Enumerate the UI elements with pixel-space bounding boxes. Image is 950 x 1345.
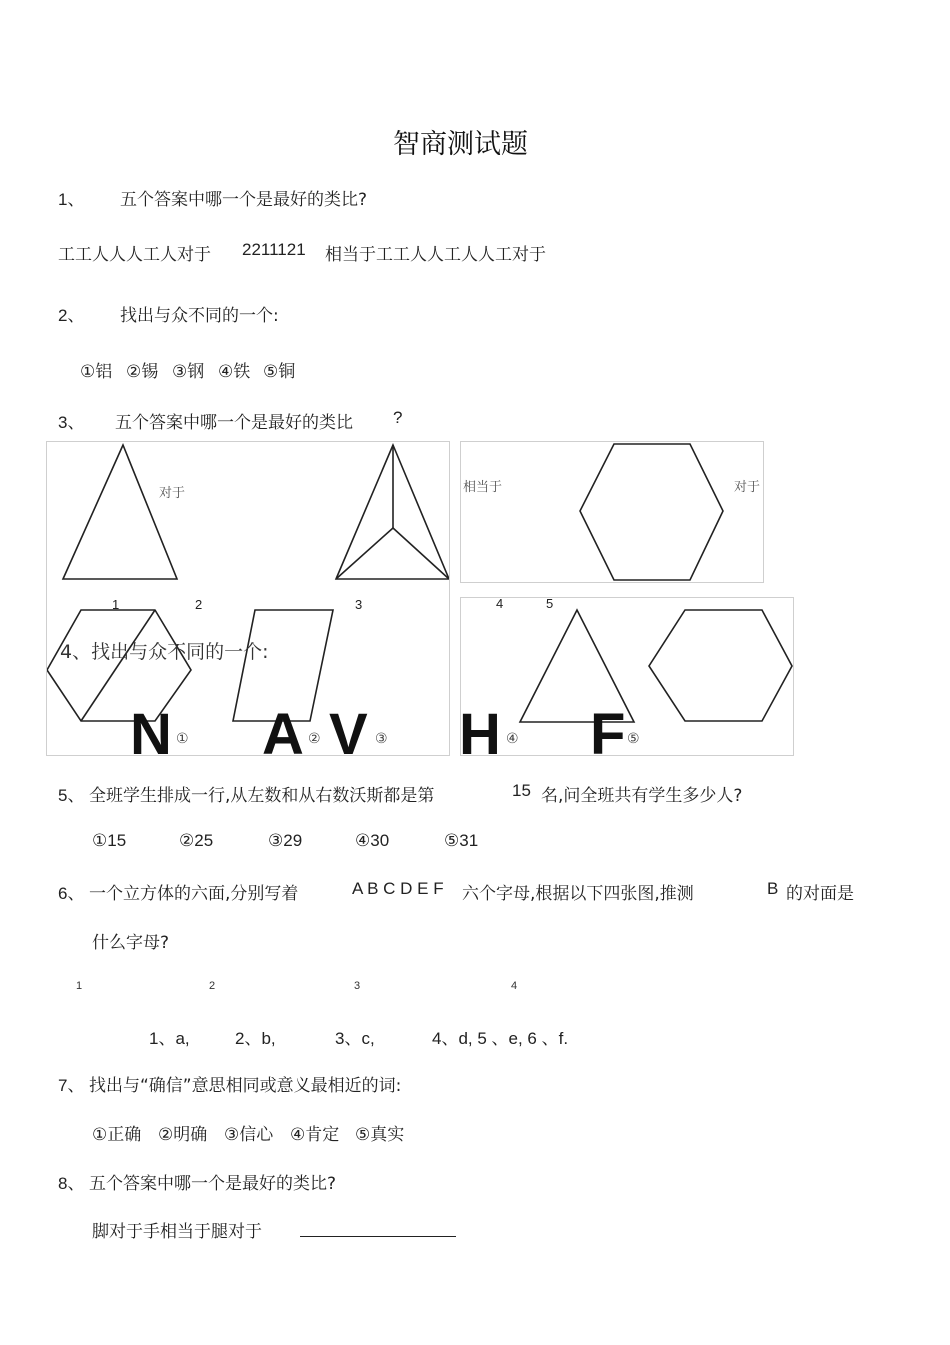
q4-mark-2: ② — [308, 731, 321, 747]
q7-option-1: ①正确 — [92, 1125, 142, 1145]
figure-hexagon — [460, 441, 764, 583]
q6-answer-2: 2、b, — [235, 1029, 276, 1048]
q5-number: 5、 — [58, 786, 85, 805]
q4-mark-1: ① — [176, 731, 189, 747]
q6-figure-num-4: 4 — [511, 980, 518, 992]
q7-text: 找出与“确信”意思相同或意义最相近的词: — [89, 1076, 402, 1096]
fig1-label-duiyu: 对于 — [159, 486, 186, 501]
q5-text-a: 全班学生排成一行,从左数和从右数沃斯都是第 — [89, 786, 435, 806]
q5-option-1: ①15 — [92, 831, 127, 850]
q2-option-4: ④铁 — [218, 362, 251, 382]
q7-option-4: ④肯定 — [290, 1125, 340, 1145]
q3-text: 五个答案中哪一个是最好的类比 — [115, 413, 353, 433]
fig-num-5: 5 — [546, 596, 554, 611]
fig2-label-xiangdangyu: 相当于 — [463, 480, 503, 495]
fig-num-1: 1 — [112, 597, 120, 612]
q2-option-2: ②锡 — [126, 362, 159, 382]
q3-number: 3、 — [58, 413, 85, 432]
q6-text-c: 的对面是 — [786, 884, 854, 904]
q5-option-2: ②25 — [179, 831, 214, 850]
q6-text-a: 一个立方体的六面,分别写着 — [89, 884, 299, 904]
q2-option-5: ⑤铜 — [263, 362, 296, 382]
page-title: 智商测试题 — [393, 129, 528, 160]
q4-mark-3: ③ — [375, 731, 388, 747]
q6-letters: A B C D E F — [352, 879, 444, 898]
q1-text: 五个答案中哪一个是最好的类比? — [120, 190, 368, 210]
q6-number: 6、 — [58, 884, 85, 903]
q2-option-3: ③钢 — [172, 362, 205, 382]
q1-line-code: 2211121 — [242, 240, 306, 259]
q7-option-3: ③信心 — [224, 1125, 274, 1145]
q7-option-5: ⑤真实 — [355, 1125, 405, 1145]
fig-num-2: 2 — [195, 597, 203, 612]
fig-num-4: 4 — [496, 596, 504, 611]
q4-letter-h: H — [459, 702, 501, 767]
q6-figure-num-3: 3 — [354, 980, 361, 992]
q4-mark-4: ④ — [506, 731, 519, 747]
q4-letter-a: A — [262, 702, 304, 767]
q2-option-1: ①铝 — [80, 362, 113, 382]
fig2-label-duiyu: 对于 — [734, 480, 761, 495]
q4-letter-f: F — [590, 702, 626, 767]
q5-option-4: ④30 — [355, 831, 390, 850]
q4-text: 4、找出与众不同的一个: — [60, 641, 269, 663]
q6-figure-num-2: 2 — [209, 980, 216, 992]
q4-mark-5: ⑤ — [627, 731, 640, 747]
q1-line-part2: 相当于工工人人工人人工对于 — [325, 245, 546, 265]
q8-text: 五个答案中哪一个是最好的类比? — [89, 1174, 337, 1194]
triangles-drawing — [47, 442, 449, 755]
q8-answer-blank[interactable] — [300, 1236, 456, 1237]
q6-text-d: 什么字母? — [92, 933, 170, 953]
q6-answer-4: 4、d, 5 、e, 6 、f. — [432, 1029, 569, 1048]
figure-triangles — [46, 441, 450, 756]
q1-number: 1、 — [58, 190, 85, 209]
q3-question-mark: ? — [393, 408, 403, 427]
q6-text-b: 六个字母,根据以下四张图,推测 — [462, 884, 694, 904]
q1-line-part1: 工工人人人工人对于 — [58, 245, 211, 265]
q8-line: 脚对于手相当于腿对于 — [92, 1222, 262, 1242]
q4-letter-v: V — [329, 702, 368, 767]
q2-text: 找出与众不同的一个: — [120, 306, 279, 326]
hexagon-drawing — [461, 442, 763, 582]
q5-option-5: ⑤31 — [444, 831, 479, 850]
fig-num-3: 3 — [355, 597, 363, 612]
q2-number: 2、 — [58, 306, 85, 325]
q5-option-3: ③29 — [268, 831, 303, 850]
q6-letter-b: B — [767, 879, 779, 898]
q7-number: 7、 — [58, 1076, 85, 1095]
q6-figure-num-1: 1 — [76, 980, 83, 992]
q4-letter-n: N — [130, 702, 172, 767]
q6-answer-3: 3、c, — [335, 1029, 375, 1048]
q6-answer-1: 1、a, — [149, 1029, 190, 1048]
q8-number: 8、 — [58, 1174, 85, 1193]
q7-option-2: ②明确 — [158, 1125, 208, 1145]
q5-num: 15 — [512, 781, 531, 800]
q5-text-b: 名,问全班共有学生多少人? — [541, 786, 743, 806]
